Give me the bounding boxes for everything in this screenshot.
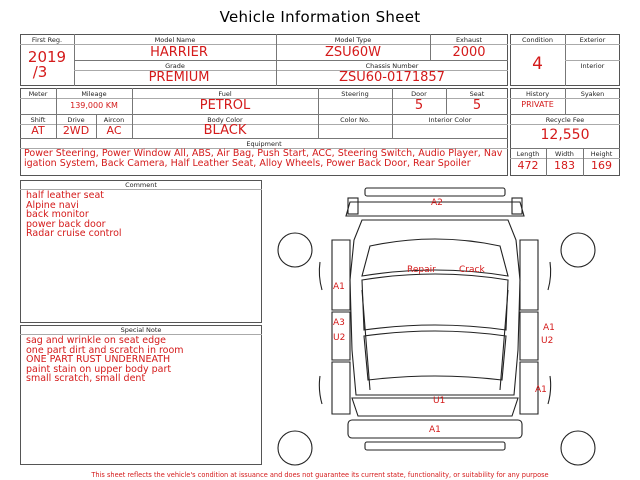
disclaimer-text: This sheet reflects the vehicle's condition at issuance and does not guarantee its current state, functionality, or suitability for any purpose (91, 471, 549, 479)
special-note-line: small scratch, small dent (26, 373, 146, 385)
page-title: Vehicle Information Sheet (219, 8, 421, 26)
first-reg-year: 2019 (27, 48, 67, 66)
damage-u1: U1 (433, 396, 446, 406)
comment-line: back monitor (26, 209, 89, 221)
interior-label: Interior (580, 62, 605, 70)
car-damage-diagram (270, 180, 640, 470)
special-note-line: ONE PART RUST UNDERNEATH (26, 354, 171, 366)
comment-line: power back door (26, 218, 106, 230)
interior-color-label: Interior Color (428, 116, 472, 124)
damage-a1-bottom: A1 (429, 425, 441, 435)
seat-label: Seat (469, 90, 485, 98)
exhaust-label: Exhaust (455, 36, 483, 44)
width-value: 183 (554, 159, 575, 172)
left-front-fender-shape (332, 240, 350, 310)
comment-list (26, 191, 258, 239)
color-no-label: Color No. (340, 116, 370, 124)
aircon-label: Aircon (103, 116, 125, 124)
right-door-panel-shape (520, 312, 538, 360)
chassis-label: Chassis Number (365, 62, 419, 70)
body-color-value: BLACK (203, 123, 247, 138)
first-reg-month: /3 (32, 63, 48, 81)
height-value: 169 (591, 159, 612, 172)
right-door-line (500, 290, 508, 390)
history-value: PRIVATE (521, 100, 554, 109)
fuel-label: Fuel (218, 90, 232, 98)
aircon-value: AC (106, 124, 122, 137)
front-bumper-shape (365, 188, 505, 196)
left-rear-wheel-shape (278, 431, 312, 465)
door-value: 5 (414, 98, 424, 113)
fuel-value: PETROL (199, 98, 251, 113)
damage-u2-left: U2 (333, 333, 346, 343)
special-note-label: Special Note (120, 326, 162, 334)
damage-a3: A3 (333, 318, 345, 328)
steering-label: Steering (341, 90, 369, 98)
shift-value: AT (31, 124, 45, 137)
history-label: History (525, 90, 550, 98)
model-type-label: Model Type (334, 36, 372, 44)
mileage-value: 139,000 KM (70, 101, 118, 110)
right-front-wheel-shape (561, 233, 595, 267)
height-label: Height (590, 150, 613, 158)
condition-label: Condition (521, 36, 554, 44)
comment-line: Alpine navi (26, 199, 79, 211)
model-type-value: ZSU60W (324, 45, 382, 60)
damage-a2-top: A2 (431, 198, 443, 208)
comment-line: half leather seat (26, 190, 105, 201)
damage-crack: Crack (459, 265, 485, 275)
comment-line: Radar cruise control (26, 228, 122, 240)
recycle-fee-label: Recycle Fee (545, 116, 585, 124)
right-mirror-shape (512, 198, 522, 214)
left-rear-wheel-arc (319, 376, 322, 404)
damage-repair: Repair (407, 265, 436, 275)
length-label: Length (516, 150, 540, 158)
body-color-label: Body Color (207, 116, 243, 124)
syaken-label: Syaken (580, 90, 605, 98)
door-label: Door (411, 90, 427, 98)
body-outline-shape (350, 220, 520, 395)
recycle-fee-value: 12,550 (540, 127, 590, 143)
equipment-label: Equipment (246, 140, 282, 148)
chassis-value: ZSU60-0171857 (339, 70, 445, 85)
length-value: 472 (517, 159, 539, 172)
drive-label: Drive (67, 116, 85, 124)
roof-shape (362, 274, 508, 330)
drive-value: 2WD (62, 124, 90, 137)
right-front-fender-shape (520, 240, 538, 310)
right-rear-wheel-shape (561, 431, 595, 465)
left-rear-panel-shape (332, 362, 350, 414)
condition-value: 4 (532, 54, 543, 74)
width-label: Width (555, 150, 574, 158)
model-name-label: Model Name (154, 36, 196, 44)
grade-value: PREMIUM (148, 70, 210, 85)
special-note-list (26, 336, 258, 384)
shift-label: Shift (30, 116, 46, 124)
exterior-label: Exterior (579, 36, 606, 44)
rear-window-shape (364, 331, 506, 380)
meter-label: Meter (28, 90, 48, 98)
damage-a1-lower-right: A1 (535, 385, 547, 395)
special-note-line: sag and wrinkle on seat edge (26, 335, 167, 346)
right-rear-wheel-arc (548, 376, 551, 404)
grade-label: Grade (165, 62, 185, 70)
equipment-text: Power Steering, Power Window All, ABS, Air Bag, Push Start, ACC, Steering Switch, Audio Player, Navigation System, Back Camera, Half Leather Seat, Alloy Wheels, Power Back Door, Rear Spoiler (24, 148, 503, 169)
model-name-value: HARRIER (150, 45, 208, 60)
first-reg-label: First Reg. (31, 36, 63, 44)
left-mirror-shape (348, 198, 358, 214)
comment-label: Comment (125, 181, 157, 189)
damage-a1-right: A1 (543, 323, 555, 333)
special-note-line: paint stain on upper body part (26, 363, 172, 375)
mileage-label: Mileage (81, 90, 107, 98)
left-front-wheel-arc (319, 262, 322, 290)
left-front-wheel-shape (278, 233, 312, 267)
right-front-wheel-arc (548, 262, 551, 290)
seat-value: 5 (472, 98, 482, 113)
exhaust-value: 2000 (452, 45, 486, 60)
damage-u2-right: U2 (541, 336, 554, 346)
damage-a1-left: A1 (333, 282, 345, 292)
rear-step-shape (365, 442, 505, 450)
special-note-line: one part dirt and scratch in room (26, 344, 184, 356)
left-door-line (362, 290, 370, 390)
